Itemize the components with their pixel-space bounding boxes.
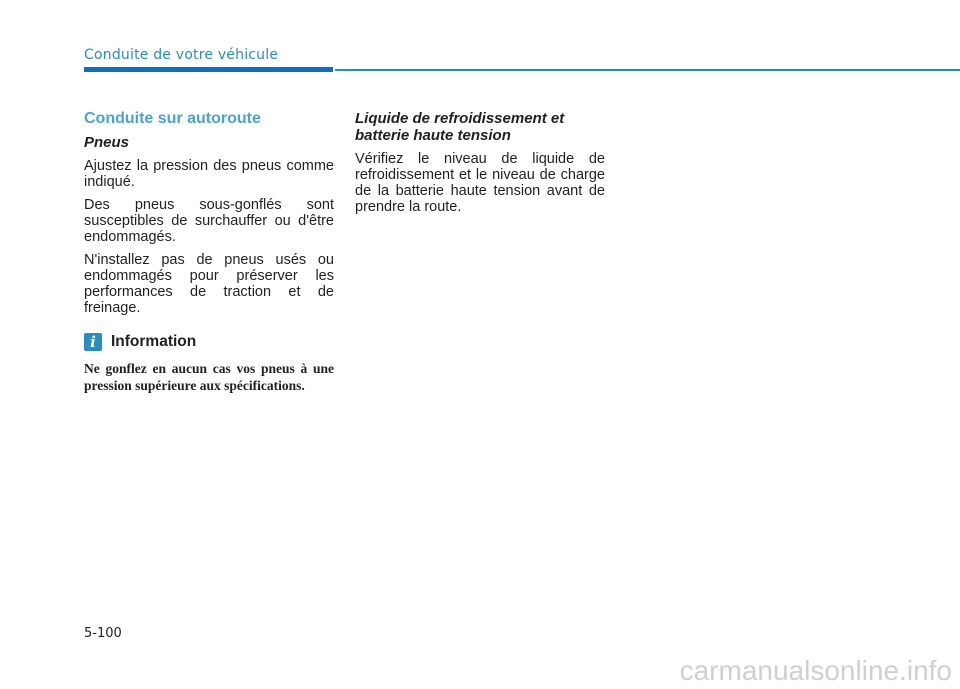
info-icon: i [84,333,102,351]
right-column [355,110,605,222]
paragraph: N'installez pas de pneus usés ou endommagés pour préserver les performances de traction et de freinage. [84,252,334,316]
section-title: Conduite sur autoroute [84,110,261,127]
info-title: Information [111,333,197,350]
page-number: 5-100 [84,626,122,641]
paragraph: Des pneus sous-gonflés sont susceptibles de surchauffer ou d'être endommagés. [84,197,334,245]
paragraph: Ajustez la pression des pneus comme indiqué. [84,158,334,190]
info-box-header [84,333,334,351]
left-column [84,110,334,394]
subsection-title-tires: Pneus [84,134,130,151]
paragraph: Vérifiez le niveau de liquide de refroidissement et le niveau de charge de la batterie haute tension avant de prendre la route. [355,151,605,215]
header-rule-thick [84,67,333,72]
subsection-title-coolant-battery: Liquide de refroidissement et batterie haute tension [355,110,565,144]
watermark: carmanualsonline.info [679,655,952,686]
section-header: Conduite de votre véhicule [84,47,279,63]
header-rule-thin [335,69,960,71]
info-text: Ne gonflez en aucun cas vos pneus à une pression supérieure aux spécifications. [84,361,334,393]
